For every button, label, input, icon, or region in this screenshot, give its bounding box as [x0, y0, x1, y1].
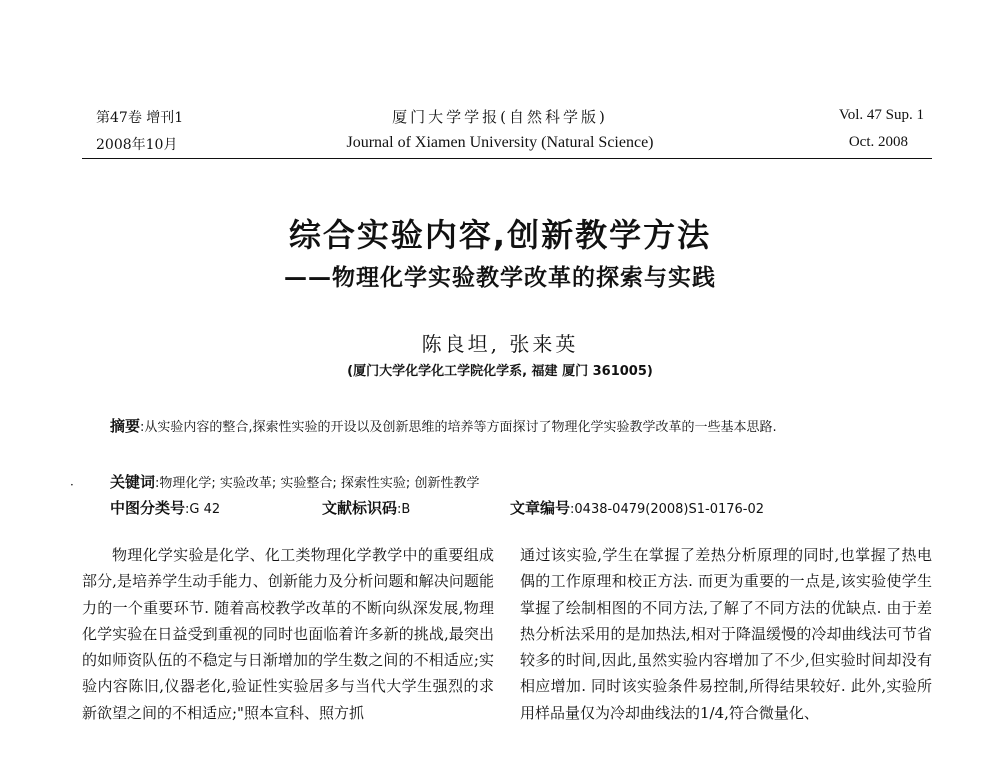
keywords: [110, 471, 479, 492]
abstract-label: 摘要: [110, 417, 141, 435]
journal-name-en: Journal of Xiamen University (Natural Science): [346, 134, 654, 151]
article-title: 综合实验内容,创新教学方法: [288, 216, 712, 254]
abstract: [110, 414, 915, 440]
margin-dot: ·: [70, 478, 74, 492]
volume-issue-cn: 第47卷 增刊1: [96, 110, 184, 126]
keywords-label: 关键词: [110, 473, 156, 491]
volume-issue-en: Vol. 47 Sup. 1: [838, 107, 924, 123]
document-code: [322, 497, 410, 518]
header-rule: [82, 158, 932, 159]
body-column-right: 通过该实验,学生在掌握了差热分析原理的同时,也掌握了热电偶的工作原理和校正方法. 而更为重要的一点是,该实验使学生掌握了绘制相图的不同方法,了解了不同方法的优缺点. 由于差热分析法采用的是加热法,相对于降温缓慢的冷却曲线法可节省较多的时间,因此,虽然实验内容增加了不少,但实验时间却没有相应增加. 同时该实验条件易控制,所得结果较好. 此外,实验所用样品量仅为冷却曲线法的1/4,符合微量化、: [520, 546, 932, 722]
article-number: [510, 497, 764, 518]
clc-value: :G 42: [185, 502, 221, 517]
doc-code-value: :B: [397, 502, 411, 517]
article-subtitle: ——物理化学实验教学改革的探索与实践: [284, 265, 716, 291]
clc-number: [110, 497, 220, 518]
body-column-left: 物理化学实验是化学、化工类物理化学教学中的重要组成部分,是培养学生动手能力、创新能力及分析问题和解决问题能力的一个重要环节. 随着高校教学改革的不断向纵深发展,物理化学实验在日益受到重视的同时也面临着许多新的挑战,最突出的如师资队伍的不稳定与日渐增加的学生数之间的不相适应;实验内容陈旧,仪器老化,验证性实验居多与当代大学生强烈的求新欲望之间的不相适应;"照本宣科、照方抓: [82, 546, 494, 722]
article-number-value: :0438-0479(2008)S1-0176-02: [570, 502, 765, 517]
doc-code-label: 文献标识码: [322, 499, 398, 517]
publication-date-cn: 2008年10月: [96, 137, 178, 153]
abstract-text: :从实验内容的整合,探索性实验的开设以及创新思维的培养等方面探讨了物理化学实验教学改革的一些基本思路.: [140, 420, 777, 435]
journal-name-cn: 厦门大学学报(自然科学版): [392, 108, 608, 126]
keywords-text: :物理化学; 实验改革; 实验整合; 探索性实验; 创新性教学: [155, 476, 480, 491]
article-number-label: 文章编号: [510, 499, 571, 517]
publication-date-en: Oct. 2008: [848, 134, 908, 150]
author-affiliation: (厦门大学化学化工学院化学系, 福建 厦门 361005): [347, 364, 653, 379]
article-authors: 陈良坦, 张来英: [421, 332, 579, 356]
clc-label: 中图分类号: [110, 499, 186, 517]
